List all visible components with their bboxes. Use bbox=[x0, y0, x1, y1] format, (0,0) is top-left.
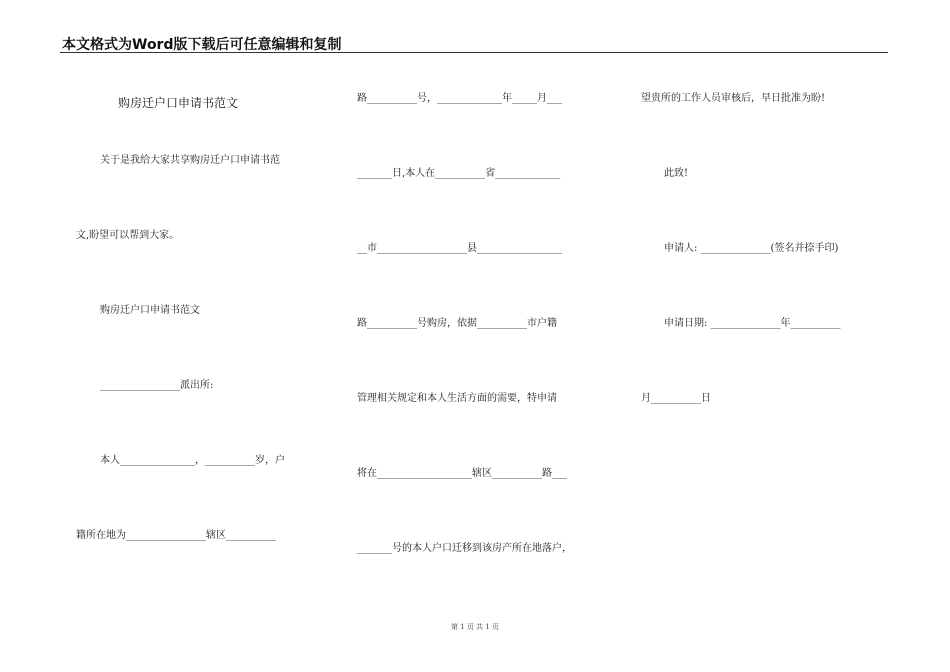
col3-line-4: 申请日期: ______________年__________ bbox=[664, 318, 841, 329]
col2-line-7: _______号的本人户口迁移到该房产所在地落户， bbox=[357, 543, 572, 554]
col2-line-1: 路__________号，_____________年_____月___ bbox=[357, 93, 562, 104]
col3-line-5: 月__________日 bbox=[641, 393, 711, 404]
col1-line-5: 本人_______________，__________岁，户 bbox=[100, 455, 285, 466]
col3-line-2: 此致! bbox=[664, 168, 689, 179]
col2-line-2: _______日,本人在__________省_____________ bbox=[357, 168, 561, 179]
col2-line-3: __市__________________县_________________ bbox=[357, 243, 562, 254]
col2-line-5: 管理相关规定和本人生活方面的需要，特申请 bbox=[357, 393, 557, 404]
col2-line-6: 将在___________________辖区__________路___ bbox=[357, 468, 567, 479]
page-header-title: 本文格式为Word版下载后可任意编辑和复制 bbox=[62, 37, 342, 53]
page-footer: 第 1 页 共 1 页 bbox=[450, 623, 500, 631]
col1-line-4: ________________派出所: bbox=[100, 380, 214, 391]
col3-line-1: 望贵所的工作人员审核后，早日批准为盼! bbox=[641, 93, 826, 104]
col3-line-3: 申请人: ______________(签名并捺手印) bbox=[664, 243, 839, 254]
header-divider bbox=[60, 52, 888, 53]
col1-line-1: 关于是我给大家共享购房迁户口申请书范 bbox=[100, 155, 280, 166]
col2-line-4: 路__________号购房，依据__________市户籍 bbox=[357, 318, 557, 329]
document-title: 购房迁户口申请书范文 bbox=[118, 96, 239, 110]
col1-line-6: 籍所在地为________________辖区__________ bbox=[76, 530, 276, 541]
col1-line-2: 文,盼望可以帮到大家。 bbox=[76, 230, 180, 241]
col1-line-3: 购房迁户口申请书范文 bbox=[100, 305, 200, 316]
